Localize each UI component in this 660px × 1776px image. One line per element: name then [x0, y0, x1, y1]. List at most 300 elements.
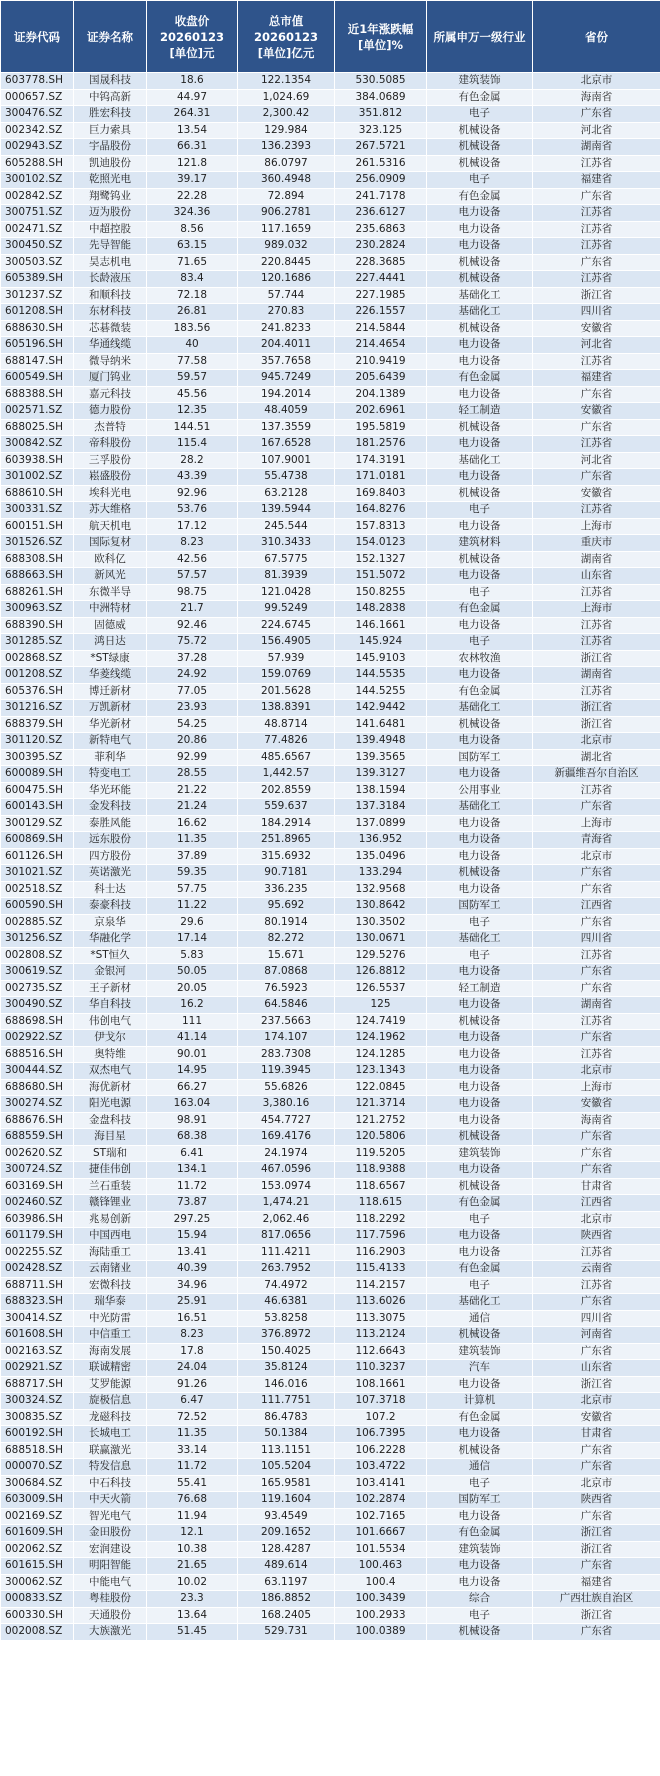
- cell-industry: 电力设备: [427, 997, 533, 1014]
- cell-industry: 电子: [427, 502, 533, 519]
- cell-name: 华光环能: [74, 782, 147, 799]
- cell-mcap: 357.7658: [238, 353, 335, 370]
- cell-province: 广东省: [533, 469, 660, 486]
- cell-industry: 机械设备: [427, 716, 533, 733]
- table-row: [1, 947, 660, 964]
- cell-name: 新风光: [74, 568, 147, 585]
- cell-mcap: 945.7249: [238, 370, 335, 387]
- cell-close: 66.27: [147, 1079, 238, 1096]
- header-province: 省份: [533, 1, 660, 73]
- cell-name: 固德威: [74, 617, 147, 634]
- cell-chg: 120.5806: [335, 1129, 427, 1146]
- cell-mcap: 186.8852: [238, 1591, 335, 1608]
- cell-close: 21.7: [147, 601, 238, 618]
- cell-mcap: 24.1974: [238, 1145, 335, 1162]
- cell-chg: 115.4133: [335, 1261, 427, 1278]
- cell-close: 183.56: [147, 320, 238, 337]
- cell-mcap: 138.8391: [238, 700, 335, 717]
- cell-chg: 195.5819: [335, 419, 427, 436]
- cell-mcap: 817.0656: [238, 1228, 335, 1245]
- cell-code: 300619.SZ: [1, 964, 74, 981]
- cell-code: 688379.SH: [1, 716, 74, 733]
- cell-mcap: 95.692: [238, 898, 335, 915]
- cell-chg: 101.5534: [335, 1541, 427, 1558]
- cell-code: 601615.SH: [1, 1558, 74, 1575]
- cell-code: 688388.SH: [1, 386, 74, 403]
- cell-province: 江苏省: [533, 353, 660, 370]
- cell-code: 688147.SH: [1, 353, 74, 370]
- cell-code: 001208.SZ: [1, 667, 74, 684]
- cell-mcap: 559.637: [238, 799, 335, 816]
- table-row: [1, 815, 660, 832]
- cell-mcap: 93.4549: [238, 1508, 335, 1525]
- cell-mcap: 376.8972: [238, 1327, 335, 1344]
- cell-name: 微导纳米: [74, 353, 147, 370]
- table-row: [1, 1129, 660, 1146]
- cell-close: 29.6: [147, 914, 238, 931]
- cell-name: 长龄液压: [74, 271, 147, 288]
- cell-name: 凯迪股份: [74, 155, 147, 172]
- cell-code: 002620.SZ: [1, 1145, 74, 1162]
- cell-province: 广东省: [533, 1162, 660, 1179]
- table-row: [1, 931, 660, 948]
- cell-mcap: 283.7308: [238, 1046, 335, 1063]
- cell-code: 002922.SZ: [1, 1030, 74, 1047]
- cell-name: 中洲特材: [74, 601, 147, 618]
- cell-code: 601208.SH: [1, 304, 74, 321]
- cell-industry: 机械设备: [427, 1624, 533, 1641]
- cell-name: 伊戈尔: [74, 1030, 147, 1047]
- cell-close: 51.45: [147, 1624, 238, 1641]
- cell-province: 山东省: [533, 1360, 660, 1377]
- cell-province: 广东省: [533, 106, 660, 123]
- cell-close: 22.28: [147, 188, 238, 205]
- cell-industry: 电力设备: [427, 832, 533, 849]
- header-chg: [335, 1, 427, 73]
- cell-code: 688308.SH: [1, 551, 74, 568]
- cell-name: 旋极信息: [74, 1393, 147, 1410]
- cell-code: 601609.SH: [1, 1525, 74, 1542]
- cell-chg: 145.9103: [335, 650, 427, 667]
- cell-chg: 124.1285: [335, 1046, 427, 1063]
- cell-province: 河北省: [533, 337, 660, 354]
- cell-name: 新特电气: [74, 733, 147, 750]
- cell-name: 菲利华: [74, 749, 147, 766]
- cell-close: 8.56: [147, 221, 238, 238]
- cell-name: 明阳智能: [74, 1558, 147, 1575]
- cell-code: 603778.SH: [1, 73, 74, 90]
- cell-mcap: 46.6381: [238, 1294, 335, 1311]
- cell-name: 中超控股: [74, 221, 147, 238]
- cell-close: 115.4: [147, 436, 238, 453]
- cell-code: 600549.SH: [1, 370, 74, 387]
- cell-industry: 电力设备: [427, 1096, 533, 1113]
- cell-code: 300503.SZ: [1, 254, 74, 271]
- cell-chg: 102.2874: [335, 1492, 427, 1509]
- cell-province: 江苏省: [533, 584, 660, 601]
- cell-mcap: 2,062.46: [238, 1211, 335, 1228]
- cell-mcap: 169.4176: [238, 1129, 335, 1146]
- cell-industry: 电力设备: [427, 733, 533, 750]
- cell-close: 13.64: [147, 1607, 238, 1624]
- cell-code: 300476.SZ: [1, 106, 74, 123]
- cell-code: 300414.SZ: [1, 1310, 74, 1327]
- cell-code: 603938.SH: [1, 452, 74, 469]
- cell-code: 688680.SH: [1, 1079, 74, 1096]
- cell-name: 泰豪科技: [74, 898, 147, 915]
- cell-code: 300963.SZ: [1, 601, 74, 618]
- cell-code: 002808.SZ: [1, 947, 74, 964]
- cell-close: 16.2: [147, 997, 238, 1014]
- cell-province: 四川省: [533, 1310, 660, 1327]
- table-row: [1, 370, 660, 387]
- cell-industry: 基础化工: [427, 1294, 533, 1311]
- cell-industry: 建筑装饰: [427, 1145, 533, 1162]
- cell-chg: 130.0671: [335, 931, 427, 948]
- cell-chg: 228.3685: [335, 254, 427, 271]
- cell-mcap: 117.1659: [238, 221, 335, 238]
- cell-code: 300842.SZ: [1, 436, 74, 453]
- cell-mcap: 485.6567: [238, 749, 335, 766]
- cell-mcap: 55.6826: [238, 1079, 335, 1096]
- cell-mcap: 156.4905: [238, 634, 335, 651]
- cell-province: 上海市: [533, 601, 660, 618]
- cell-mcap: 82.272: [238, 931, 335, 948]
- cell-close: 77.58: [147, 353, 238, 370]
- cell-code: 688516.SH: [1, 1046, 74, 1063]
- cell-chg: 133.294: [335, 865, 427, 882]
- cell-name: 国晟科技: [74, 73, 147, 90]
- cell-name: 海目星: [74, 1129, 147, 1146]
- table-row: [1, 1393, 660, 1410]
- cell-industry: 机械设备: [427, 865, 533, 882]
- cell-province: 安徽省: [533, 1096, 660, 1113]
- cell-province: 广东省: [533, 1294, 660, 1311]
- cell-mcap: 315.6932: [238, 848, 335, 865]
- cell-name: 科士达: [74, 881, 147, 898]
- cell-close: 37.28: [147, 650, 238, 667]
- cell-code: 301237.SZ: [1, 287, 74, 304]
- cell-mcap: 237.5663: [238, 1013, 335, 1030]
- cell-mcap: 74.4972: [238, 1277, 335, 1294]
- cell-code: 300274.SZ: [1, 1096, 74, 1113]
- cell-mcap: 57.939: [238, 650, 335, 667]
- cell-code: 002868.SZ: [1, 650, 74, 667]
- cell-code: 301285.SZ: [1, 634, 74, 651]
- cell-name: 天通股份: [74, 1607, 147, 1624]
- cell-close: 72.52: [147, 1409, 238, 1426]
- table-row: [1, 1211, 660, 1228]
- table-row: [1, 1145, 660, 1162]
- cell-code: 600192.SH: [1, 1426, 74, 1443]
- table-row: [1, 1310, 660, 1327]
- cell-mcap: 2,300.42: [238, 106, 335, 123]
- table-row: [1, 188, 660, 205]
- table-row: [1, 766, 660, 783]
- cell-close: 17.14: [147, 931, 238, 948]
- cell-code: 301021.SZ: [1, 865, 74, 882]
- cell-name: 双杰电气: [74, 1063, 147, 1080]
- cell-chg: 144.5535: [335, 667, 427, 684]
- cell-code: 688630.SH: [1, 320, 74, 337]
- cell-mcap: 245.544: [238, 518, 335, 535]
- cell-mcap: 120.1686: [238, 271, 335, 288]
- cell-name: 中国西电: [74, 1228, 147, 1245]
- cell-close: 37.89: [147, 848, 238, 865]
- cell-mcap: 467.0596: [238, 1162, 335, 1179]
- table-row: [1, 1574, 660, 1591]
- cell-chg: 214.5844: [335, 320, 427, 337]
- cell-close: 20.05: [147, 980, 238, 997]
- cell-code: 002163.SZ: [1, 1343, 74, 1360]
- header-chg-unit: [单位]%: [357, 37, 404, 52]
- cell-province: 陕西省: [533, 1492, 660, 1509]
- cell-code: 601179.SH: [1, 1228, 74, 1245]
- cell-province: 河北省: [533, 452, 660, 469]
- cell-chg: 142.9442: [335, 700, 427, 717]
- cell-close: 55.41: [147, 1475, 238, 1492]
- table-row: [1, 716, 660, 733]
- cell-name: 智光电气: [74, 1508, 147, 1525]
- table-row: [1, 568, 660, 585]
- table-row: [1, 1294, 660, 1311]
- cell-code: 002169.SZ: [1, 1508, 74, 1525]
- cell-industry: 通信: [427, 1310, 533, 1327]
- cell-close: 33.14: [147, 1442, 238, 1459]
- cell-industry: 有色金属: [427, 1261, 533, 1278]
- cell-province: 广东省: [533, 1459, 660, 1476]
- cell-industry: 国防军工: [427, 1492, 533, 1509]
- table-row: [1, 848, 660, 865]
- cell-province: 重庆市: [533, 535, 660, 552]
- cell-province: 江苏省: [533, 1244, 660, 1261]
- cell-mcap: 529.731: [238, 1624, 335, 1641]
- cell-code: 300835.SZ: [1, 1409, 74, 1426]
- cell-close: 6.41: [147, 1145, 238, 1162]
- cell-industry: 有色金属: [427, 1525, 533, 1542]
- cell-chg: 137.3184: [335, 799, 427, 816]
- cell-close: 24.04: [147, 1360, 238, 1377]
- cell-name: 联赢激光: [74, 1442, 147, 1459]
- cell-name: 中天火箭: [74, 1492, 147, 1509]
- cell-chg: 129.5276: [335, 947, 427, 964]
- cell-close: 76.68: [147, 1492, 238, 1509]
- cell-mcap: 167.6528: [238, 436, 335, 453]
- table-row: [1, 1508, 660, 1525]
- cell-province: 上海市: [533, 815, 660, 832]
- cell-code: 300331.SZ: [1, 502, 74, 519]
- table-row: [1, 436, 660, 453]
- cell-close: 21.22: [147, 782, 238, 799]
- table-row: [1, 634, 660, 651]
- cell-province: 广东省: [533, 1442, 660, 1459]
- cell-code: 000833.SZ: [1, 1591, 74, 1608]
- cell-province: 江苏省: [533, 1013, 660, 1030]
- cell-name: 欧科亿: [74, 551, 147, 568]
- cell-close: 11.22: [147, 898, 238, 915]
- cell-name: 华光新材: [74, 716, 147, 733]
- cell-industry: 电子: [427, 172, 533, 189]
- cell-industry: 电力设备: [427, 1079, 533, 1096]
- cell-industry: 电力设备: [427, 815, 533, 832]
- cell-province: 广东省: [533, 1343, 660, 1360]
- cell-industry: 电力设备: [427, 964, 533, 981]
- cell-industry: 机械设备: [427, 122, 533, 139]
- cell-mcap: 86.4783: [238, 1409, 335, 1426]
- cell-mcap: 48.8714: [238, 716, 335, 733]
- cell-province: 江苏省: [533, 683, 660, 700]
- cell-close: 39.17: [147, 172, 238, 189]
- table-row: [1, 865, 660, 882]
- cell-code: 688390.SH: [1, 617, 74, 634]
- cell-province: 江苏省: [533, 782, 660, 799]
- cell-chg: 141.6481: [335, 716, 427, 733]
- cell-name: 帝科股份: [74, 436, 147, 453]
- cell-province: 山东省: [533, 568, 660, 585]
- cell-code: 002518.SZ: [1, 881, 74, 898]
- cell-chg: 118.2292: [335, 1211, 427, 1228]
- table-row: [1, 1013, 660, 1030]
- table-row: [1, 667, 660, 684]
- cell-name: 和顺科技: [74, 287, 147, 304]
- cell-name: 海南发展: [74, 1343, 147, 1360]
- cell-name: 海优新材: [74, 1079, 147, 1096]
- cell-mcap: 150.4025: [238, 1343, 335, 1360]
- cell-province: 四川省: [533, 304, 660, 321]
- cell-close: 57.57: [147, 568, 238, 585]
- cell-name: *ST绿康: [74, 650, 147, 667]
- cell-mcap: 360.4948: [238, 172, 335, 189]
- table-row: [1, 1162, 660, 1179]
- cell-province: 湖南省: [533, 551, 660, 568]
- cell-close: 53.76: [147, 502, 238, 519]
- cell-chg: 169.8403: [335, 485, 427, 502]
- cell-industry: 电力设备: [427, 617, 533, 634]
- cell-code: 600143.SH: [1, 799, 74, 816]
- cell-close: 45.56: [147, 386, 238, 403]
- cell-name: 埃科光电: [74, 485, 147, 502]
- cell-code: 600475.SH: [1, 782, 74, 799]
- cell-code: 002471.SZ: [1, 221, 74, 238]
- cell-mcap: 76.5923: [238, 980, 335, 997]
- cell-chg: 227.1985: [335, 287, 427, 304]
- cell-province: 甘肃省: [533, 1426, 660, 1443]
- cell-close: 44.97: [147, 89, 238, 106]
- cell-code: 301526.SZ: [1, 535, 74, 552]
- cell-name: 瑞华泰: [74, 1294, 147, 1311]
- cell-chg: 146.1661: [335, 617, 427, 634]
- table-row: [1, 1063, 660, 1080]
- cell-name: 京泉华: [74, 914, 147, 931]
- cell-province: 广东省: [533, 254, 660, 271]
- cell-chg: 113.2124: [335, 1327, 427, 1344]
- cell-province: 北京市: [533, 73, 660, 90]
- header-code: 证券代码: [1, 1, 74, 73]
- cell-province: 海南省: [533, 1112, 660, 1129]
- cell-close: 25.91: [147, 1294, 238, 1311]
- cell-chg: 261.5316: [335, 155, 427, 172]
- cell-province: 江苏省: [533, 436, 660, 453]
- cell-province: 浙江省: [533, 716, 660, 733]
- table-row: [1, 749, 660, 766]
- cell-chg: 210.9419: [335, 353, 427, 370]
- cell-code: 603986.SH: [1, 1211, 74, 1228]
- cell-name: 巨力索具: [74, 122, 147, 139]
- cell-code: 688025.SH: [1, 419, 74, 436]
- cell-industry: 电力设备: [427, 238, 533, 255]
- cell-chg: 144.5255: [335, 683, 427, 700]
- cell-chg: 106.7395: [335, 1426, 427, 1443]
- cell-industry: 基础化工: [427, 700, 533, 717]
- cell-close: 10.02: [147, 1574, 238, 1591]
- table-row: [1, 1492, 660, 1509]
- cell-province: 四川省: [533, 931, 660, 948]
- cell-chg: 124.7419: [335, 1013, 427, 1030]
- cell-close: 134.1: [147, 1162, 238, 1179]
- cell-name: 中光防雷: [74, 1310, 147, 1327]
- cell-code: 002460.SZ: [1, 1195, 74, 1212]
- cell-industry: 电子: [427, 1475, 533, 1492]
- cell-industry: 有色金属: [427, 1409, 533, 1426]
- cell-industry: 机械设备: [427, 1442, 533, 1459]
- cell-mcap: 204.4011: [238, 337, 335, 354]
- cell-name: 华通线缆: [74, 337, 147, 354]
- cell-code: 603009.SH: [1, 1492, 74, 1509]
- cell-code: 601608.SH: [1, 1327, 74, 1344]
- cell-code: 600330.SH: [1, 1607, 74, 1624]
- cell-chg: 230.2824: [335, 238, 427, 255]
- cell-industry: 机械设备: [427, 320, 533, 337]
- cell-industry: 国防军工: [427, 749, 533, 766]
- cell-close: 41.14: [147, 1030, 238, 1047]
- table-row: [1, 914, 660, 931]
- cell-code: 600089.SH: [1, 766, 74, 783]
- cell-industry: 电力设备: [427, 1244, 533, 1261]
- cell-chg: 202.6961: [335, 403, 427, 420]
- cell-industry: 电力设备: [427, 205, 533, 222]
- cell-close: 21.24: [147, 799, 238, 816]
- cell-chg: 132.9568: [335, 881, 427, 898]
- cell-mcap: 1,442.57: [238, 766, 335, 783]
- cell-name: ST瑞和: [74, 1145, 147, 1162]
- cell-province: 安徽省: [533, 320, 660, 337]
- cell-province: 湖南省: [533, 997, 660, 1014]
- table-row: [1, 980, 660, 997]
- cell-province: 江西省: [533, 898, 660, 915]
- cell-close: 50.05: [147, 964, 238, 981]
- cell-name: 宏微科技: [74, 1277, 147, 1294]
- cell-close: 11.35: [147, 832, 238, 849]
- cell-mcap: 241.8233: [238, 320, 335, 337]
- table-row: [1, 683, 660, 700]
- cell-mcap: 48.4059: [238, 403, 335, 420]
- table-row: [1, 700, 660, 717]
- table-row: [1, 832, 660, 849]
- cell-code: 002943.SZ: [1, 139, 74, 156]
- cell-mcap: 55.4738: [238, 469, 335, 486]
- cell-province: 安徽省: [533, 1409, 660, 1426]
- cell-code: 000657.SZ: [1, 89, 74, 106]
- table-row: [1, 89, 660, 106]
- cell-mcap: 209.1652: [238, 1525, 335, 1542]
- cell-industry: 电力设备: [427, 766, 533, 783]
- cell-code: 605389.SH: [1, 271, 74, 288]
- cell-province: 浙江省: [533, 650, 660, 667]
- cell-name: 华菱线缆: [74, 667, 147, 684]
- cell-close: 23.93: [147, 700, 238, 717]
- table-row: [1, 551, 660, 568]
- table-row: [1, 337, 660, 354]
